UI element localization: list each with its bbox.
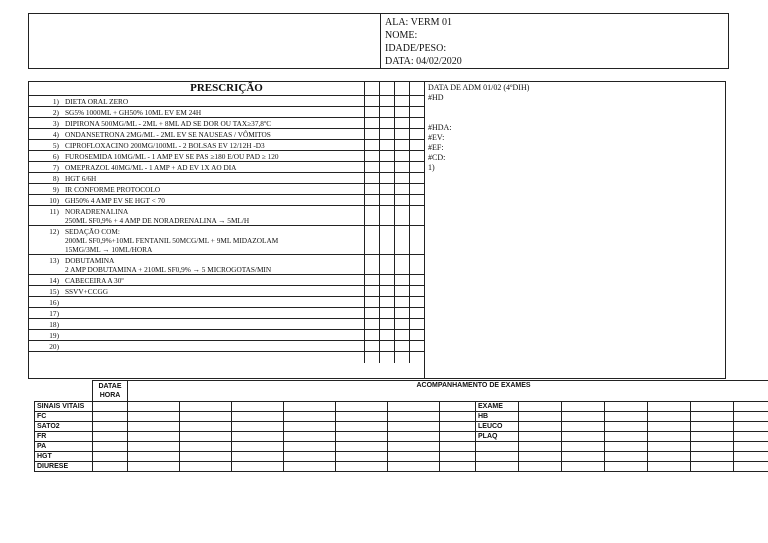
item-number: 16) — [49, 298, 59, 307]
vitals-cell — [388, 442, 440, 452]
exam-cell — [605, 462, 648, 472]
patient-header — [28, 13, 729, 69]
spacer-cell — [440, 422, 476, 432]
item-text: CIPROFLOXACINO 200MG/100ML - 2 BOLSAS EV 12/12H -D3 — [65, 141, 265, 150]
item-text: NORADRENALINA — [65, 207, 129, 216]
exam-cell — [648, 442, 691, 452]
exam-cell — [562, 452, 605, 462]
vital-label: PA — [35, 442, 93, 452]
item-text: CABECEIRA A 30º — [65, 276, 124, 285]
vitals-cell — [93, 412, 128, 422]
vitals-cell — [284, 442, 336, 452]
exam-cell — [691, 462, 734, 472]
item-text: DOBUTAMINA — [65, 256, 115, 265]
prescription-item — [29, 162, 424, 173]
vitals-cell — [93, 422, 128, 432]
item-number: 4) — [52, 130, 59, 139]
prescription-item — [29, 255, 424, 275]
exam-cell — [562, 432, 605, 442]
exam-cell — [734, 442, 768, 452]
exam-cell — [562, 442, 605, 452]
exam-cell — [734, 402, 768, 412]
note-line: 1) — [428, 163, 435, 172]
table-row — [35, 412, 768, 422]
item-number: 8) — [52, 174, 59, 183]
prescription-item — [29, 96, 424, 107]
exam-cell — [519, 412, 562, 422]
exam-cell — [734, 432, 768, 442]
item-number: 1) — [52, 97, 59, 106]
exam-cell — [605, 402, 648, 412]
exam-cell — [605, 432, 648, 442]
vitals-cell — [93, 452, 128, 462]
item-number: 7) — [52, 163, 59, 172]
vitals-cell — [284, 452, 336, 462]
vitals-cell — [284, 462, 336, 472]
vitals-cell — [93, 442, 128, 452]
item-number: 9) — [52, 185, 59, 194]
vitals-cell — [336, 412, 388, 422]
vitals-cell — [180, 422, 232, 432]
exam-cell — [691, 452, 734, 462]
note-line: #EV: — [428, 133, 445, 142]
ward-label: ALA: VERM 01 — [385, 17, 453, 28]
prescription-item — [29, 275, 424, 286]
vitals-cell — [232, 412, 284, 422]
item-number: 5) — [52, 141, 59, 150]
exam-cell — [605, 422, 648, 432]
note-line: #EF: — [428, 143, 444, 152]
exam-cell — [562, 422, 605, 432]
exam-label — [476, 442, 519, 452]
item-text: SSVV+CCGG — [65, 287, 109, 296]
exam-cell — [734, 422, 768, 432]
vitals-cell — [232, 462, 284, 472]
vitals-cell — [93, 432, 128, 442]
vitals-cell — [336, 442, 388, 452]
clinical-notes — [425, 81, 726, 379]
vitals-cell — [128, 452, 180, 462]
exam-label: PLAQ — [476, 432, 519, 442]
spacer-cell — [440, 402, 476, 412]
spacer-cell — [440, 432, 476, 442]
vitals-cell — [128, 422, 180, 432]
prescription-item — [29, 140, 424, 151]
prescription-title: PRESCRIÇÃO — [29, 82, 424, 96]
item-text: FUROSEMIDA 10MG/ML - 1 AMP EV SE PAS ≥180 E/OU PAD ≥ 120 — [65, 152, 279, 161]
vitals-cell — [232, 432, 284, 442]
vitals-cell — [180, 442, 232, 452]
vitals-cell — [232, 402, 284, 412]
prescription-item — [29, 330, 424, 341]
vitals-cell — [180, 402, 232, 412]
note-line — [428, 103, 725, 113]
vitals-cell — [93, 402, 128, 412]
date-label: DATA: 04/02/2020 — [385, 56, 462, 67]
exam-cell — [691, 442, 734, 452]
exam-cell — [648, 412, 691, 422]
item-text: IR CONFORME PROTOCOLO — [65, 185, 161, 194]
vitals-cell — [388, 462, 440, 472]
exam-cell — [562, 402, 605, 412]
exam-cell — [691, 432, 734, 442]
item-number: 15) — [49, 287, 59, 296]
vitals-cell — [128, 432, 180, 442]
vitals-cell — [180, 412, 232, 422]
vitals-cell — [336, 432, 388, 442]
exam-cell — [605, 412, 648, 422]
item-number: 13) — [49, 256, 59, 265]
exam-cell — [691, 422, 734, 432]
prescription-item — [29, 151, 424, 162]
exam-header: EXAME — [476, 402, 519, 412]
spacer-cell — [440, 462, 476, 472]
prescription-item — [29, 195, 424, 206]
note-line: #CD: — [428, 153, 446, 162]
vitals-cell — [336, 422, 388, 432]
item-number: 20) — [49, 342, 59, 351]
vitals-exams-table — [34, 380, 768, 472]
item-text: 250ML SF0,9% + 4 AMP DE NORADRENALINA → 5ML/H — [65, 216, 250, 225]
prescription-item — [29, 173, 424, 184]
item-text: DIETA ORAL ZERO — [65, 97, 129, 106]
vitals-cell — [284, 412, 336, 422]
vitals-cell — [180, 452, 232, 462]
exam-cell — [691, 412, 734, 422]
prescription-item — [29, 107, 424, 118]
vitals-cell — [128, 412, 180, 422]
prescription-item — [29, 206, 424, 226]
vitals-cell — [284, 402, 336, 412]
table-row — [35, 422, 768, 432]
exam-cell — [562, 412, 605, 422]
vitals-cell — [336, 452, 388, 462]
exam-cell — [562, 462, 605, 472]
vitals-cell — [180, 462, 232, 472]
item-text: OMEPRAZOL 40MG/ML - 1 AMP + AD EV 1X AO DIA — [65, 163, 237, 172]
exam-cell — [605, 442, 648, 452]
item-number: 6) — [52, 152, 59, 161]
exam-cell — [734, 412, 768, 422]
item-text: ONDANSETRONA 2MG/ML - 2ML EV SE NAUSEAS / VÔMITOS — [65, 130, 271, 139]
table-row — [35, 442, 768, 452]
exam-cell — [605, 452, 648, 462]
vitals-cell — [180, 432, 232, 442]
exam-cell — [648, 402, 691, 412]
vitals-cell — [336, 402, 388, 412]
item-text: 2 AMP DOBUTAMINA + 210ML SF0,9% → 5 MICROGOTAS/MIN — [65, 265, 272, 274]
table-row — [35, 402, 768, 412]
exam-cell — [648, 422, 691, 432]
vitals-cell — [232, 422, 284, 432]
item-text: GH50% 4 AMP EV SE HGT < 70 — [65, 196, 165, 205]
table-row — [35, 462, 768, 472]
prescription-item — [29, 308, 424, 319]
exam-cell — [648, 462, 691, 472]
vitals-cell — [388, 412, 440, 422]
vitals-cell — [336, 462, 388, 472]
exam-cell — [691, 402, 734, 412]
vital-label: SATO2 — [35, 422, 93, 432]
note-line: DATA DE ADM 01/02 (4ºDIH) — [428, 83, 530, 92]
vitals-header: SINAIS VITAIS — [35, 402, 93, 412]
vitals-cell — [388, 422, 440, 432]
item-number: 10) — [49, 196, 59, 205]
vital-label: FC — [35, 412, 93, 422]
exam-label — [476, 452, 519, 462]
vitals-cell — [128, 402, 180, 412]
vitals-cell — [128, 442, 180, 452]
exams-header: ACOMPANHAMENTO DE EXAMES — [128, 381, 768, 402]
table-row — [35, 432, 768, 442]
prescription-item — [29, 286, 424, 297]
vital-label: HGT — [35, 452, 93, 462]
vitals-cell — [93, 462, 128, 472]
item-number: 12) — [49, 227, 59, 236]
prescription-item — [29, 297, 424, 308]
item-text: SEDAÇÃO COM: — [65, 227, 120, 236]
vitals-cell — [388, 432, 440, 442]
exam-cell — [519, 402, 562, 412]
item-text: 200ML SF0,9%+10ML FENTANIL 50MCG/ML + 9ML MIDAZOLAM — [65, 236, 279, 245]
vitals-cell — [388, 402, 440, 412]
prescription-panel — [28, 81, 425, 379]
vitals-cell — [284, 422, 336, 432]
exam-cell — [519, 462, 562, 472]
exam-cell — [648, 452, 691, 462]
patient-info — [380, 14, 728, 68]
exam-label: HB — [476, 412, 519, 422]
spacer-cell — [440, 452, 476, 462]
item-number: 18) — [49, 320, 59, 329]
prescription-item — [29, 319, 424, 330]
exam-cell — [519, 422, 562, 432]
name-label: NOME: — [385, 30, 418, 41]
exam-cell — [734, 462, 768, 472]
spacer-cell — [440, 442, 476, 452]
note-line: #HDA: — [428, 123, 452, 132]
exam-cell — [648, 432, 691, 442]
prescription-item — [29, 184, 424, 195]
item-number: 2) — [52, 108, 59, 117]
item-text: DIPIRONA 500MG/ML - 2ML + 8ML AD SE DOR OU TAX≥37,8ºC — [65, 119, 272, 128]
item-number: 14) — [49, 276, 59, 285]
table-header-row — [35, 381, 768, 402]
spacer-cell — [440, 412, 476, 422]
prescription-item — [29, 129, 424, 140]
prescription-item — [29, 226, 424, 255]
item-text: SG5% 1000ML + GH50% 10ML EV EM 24H — [65, 108, 202, 117]
prescription-item — [29, 341, 424, 352]
vital-label: FR — [35, 432, 93, 442]
vitals-cell — [388, 452, 440, 462]
item-number: 17) — [49, 309, 59, 318]
item-number: 11) — [49, 207, 59, 216]
item-text: HGT 6/6H — [65, 174, 97, 183]
vitals-cell — [232, 442, 284, 452]
exam-cell — [734, 452, 768, 462]
exam-label: LEUCO — [476, 422, 519, 432]
exam-cell — [519, 432, 562, 442]
vitals-cell — [284, 432, 336, 442]
exam-cell — [519, 452, 562, 462]
exam-label — [476, 462, 519, 472]
table-row — [35, 452, 768, 462]
prescription-list — [29, 96, 424, 363]
note-line: #HD — [428, 93, 444, 102]
item-number: 3) — [52, 119, 59, 128]
date-time-header: DATAE HORA — [93, 381, 128, 402]
prescription-item — [29, 118, 424, 129]
vitals-cell — [232, 452, 284, 462]
item-number: 19) — [49, 331, 59, 340]
age-weight-label: IDADE/PESO: — [385, 43, 447, 54]
vital-label: DIURESE — [35, 462, 93, 472]
note-line — [428, 113, 725, 123]
vitals-cell — [128, 462, 180, 472]
item-text: 15MG/3ML → 10ML/HORA — [65, 245, 153, 254]
exam-cell — [519, 442, 562, 452]
prescription-item — [29, 352, 424, 363]
